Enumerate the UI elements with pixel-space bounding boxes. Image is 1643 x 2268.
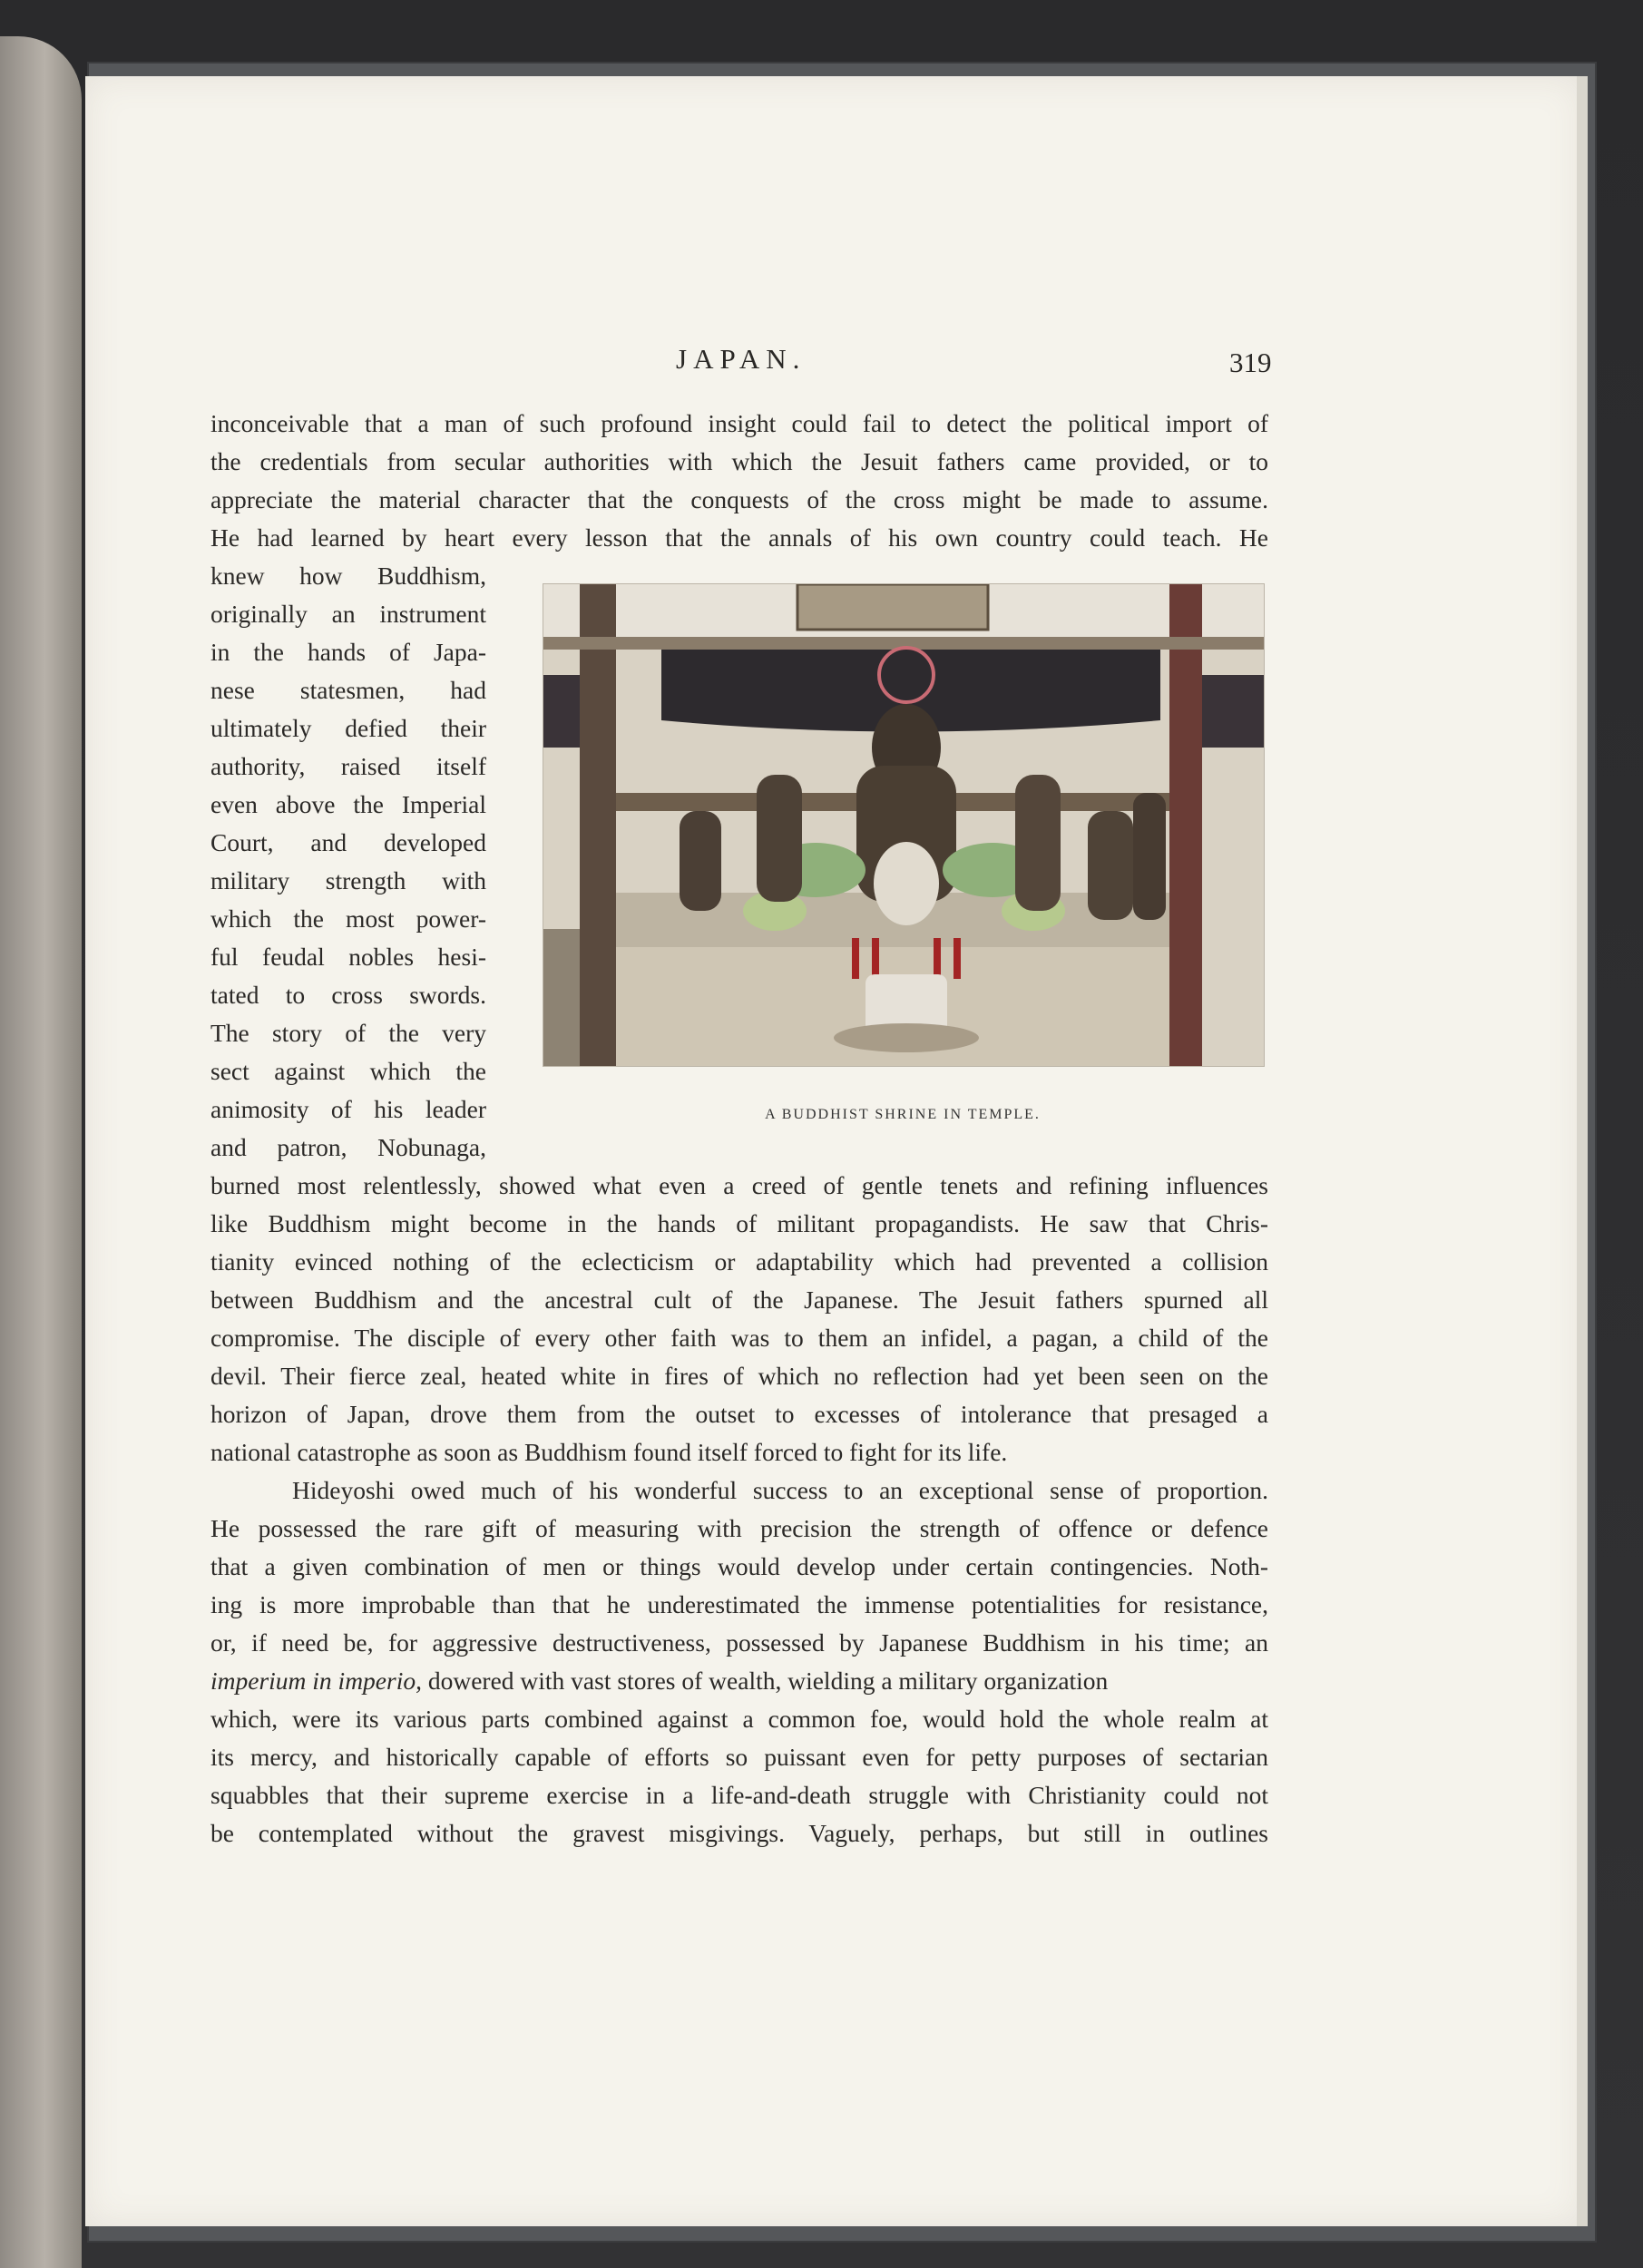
- text-line: the credentials from secular authorities with which the Jesuit fathers came provided, or to: [210, 447, 1268, 475]
- figure-caption: A BUDDHIST SHRINE IN TEMPLE.: [765, 1107, 1041, 1122]
- text-line: sect against which the: [210, 1057, 486, 1085]
- text-line: nese statesmen, had: [210, 676, 486, 704]
- text-line: between Buddhism and the ancestral cult of the Japanese. The Jesuit fathers spurned all: [210, 1286, 1268, 1314]
- text-line: military strength with: [210, 866, 486, 894]
- text-line: be contemplated without the gravest misgivings. Vaguely, perhaps, but still in outlines: [210, 1819, 1268, 1847]
- text-line: tianity evinced nothing of the eclecticism or adaptability which had prevented a collision: [210, 1247, 1268, 1276]
- shrine-photograph: [543, 583, 1265, 1067]
- text-line: horizon of Japan, drove them from the outset to excesses of intolerance that presaged a: [210, 1400, 1268, 1428]
- text-line: Hideyoshi owed much of his wonderful success to an exceptional sense of proportion.: [292, 1476, 1268, 1504]
- text-line: national catastrophe as soon as Buddhism found itself forced to fight for its life.: [210, 1438, 1008, 1466]
- text-line: in the hands of Japa-: [210, 638, 486, 666]
- italic-phrase: imperium in imperio,: [210, 1667, 422, 1695]
- text-line: ing is more improbable than that he underestimated the immense potentialities for resistance,: [210, 1590, 1268, 1618]
- text-line: He had learned by heart every lesson that the annals of his own country could teach. He: [210, 523, 1268, 552]
- text-line: even above the Imperial: [210, 790, 486, 818]
- text-line: Court, and developed: [210, 828, 486, 856]
- text-line: or, if need be, for aggressive destructiveness, possessed by Japanese Buddhism in his time; an: [210, 1628, 1268, 1657]
- text-line: and patron, Nobunaga,: [210, 1133, 486, 1161]
- page-number: 319: [1229, 347, 1272, 378]
- text-line: [210, 1662, 1268, 1700]
- text-line: which the most power-: [210, 904, 486, 933]
- text-line: ultimately defied their: [210, 714, 486, 742]
- text-line: tated to cross swords.: [210, 981, 486, 1009]
- text-line: devil. Their fierce zeal, heated white in fires of which no reflection had yet been seen on the: [210, 1362, 1268, 1390]
- text-line: burned most relentlessly, showed what even a creed of gentle tenets and refining influences: [210, 1171, 1268, 1199]
- previous-page-edge: [0, 36, 82, 2268]
- text-line: knew how Buddhism,: [210, 562, 486, 590]
- shrine-illustration: [543, 584, 1264, 1066]
- text-line: appreciate the material character that the conquests of the cross might be made to assume.: [210, 485, 1268, 513]
- running-head: JAPAN.: [676, 343, 807, 375]
- text-line: squabbles that their supreme exercise in a life-and-death struggle with Christianity could not: [210, 1781, 1268, 1809]
- text-line: ful feudal nobles hesi-: [210, 943, 486, 971]
- page-edge: [1577, 76, 1588, 2226]
- text-line: its mercy, and historically capable of efforts so puissant even for petty purposes of sectarian: [210, 1743, 1268, 1771]
- text-line: which, were its various parts combined against a common foe, would hold the whole realm at: [210, 1705, 1268, 1733]
- text-line: inconceivable that a man of such profound insight could fail to detect the political import of: [210, 409, 1268, 437]
- text-line: originally an instrument: [210, 600, 486, 628]
- text-line-continuation: dowered with vast stores of wealth, wielding a military organization: [421, 1667, 1109, 1695]
- text-line: compromise. The disciple of every other faith was to them an infidel, a pagan, a child of the: [210, 1324, 1268, 1352]
- text-line: like Buddhism might become in the hands of militant propagandists. He saw that Chris-: [210, 1209, 1268, 1237]
- text-line: animosity of his leader: [210, 1095, 486, 1123]
- text-line: that a given combination of men or things would develop under certain contingencies. Noth-: [210, 1552, 1268, 1580]
- text-line: The story of the very: [210, 1019, 486, 1047]
- text-line: He possessed the rare gift of measuring with precision the strength of offence or defence: [210, 1514, 1268, 1542]
- text-line: authority, raised itself: [210, 752, 486, 780]
